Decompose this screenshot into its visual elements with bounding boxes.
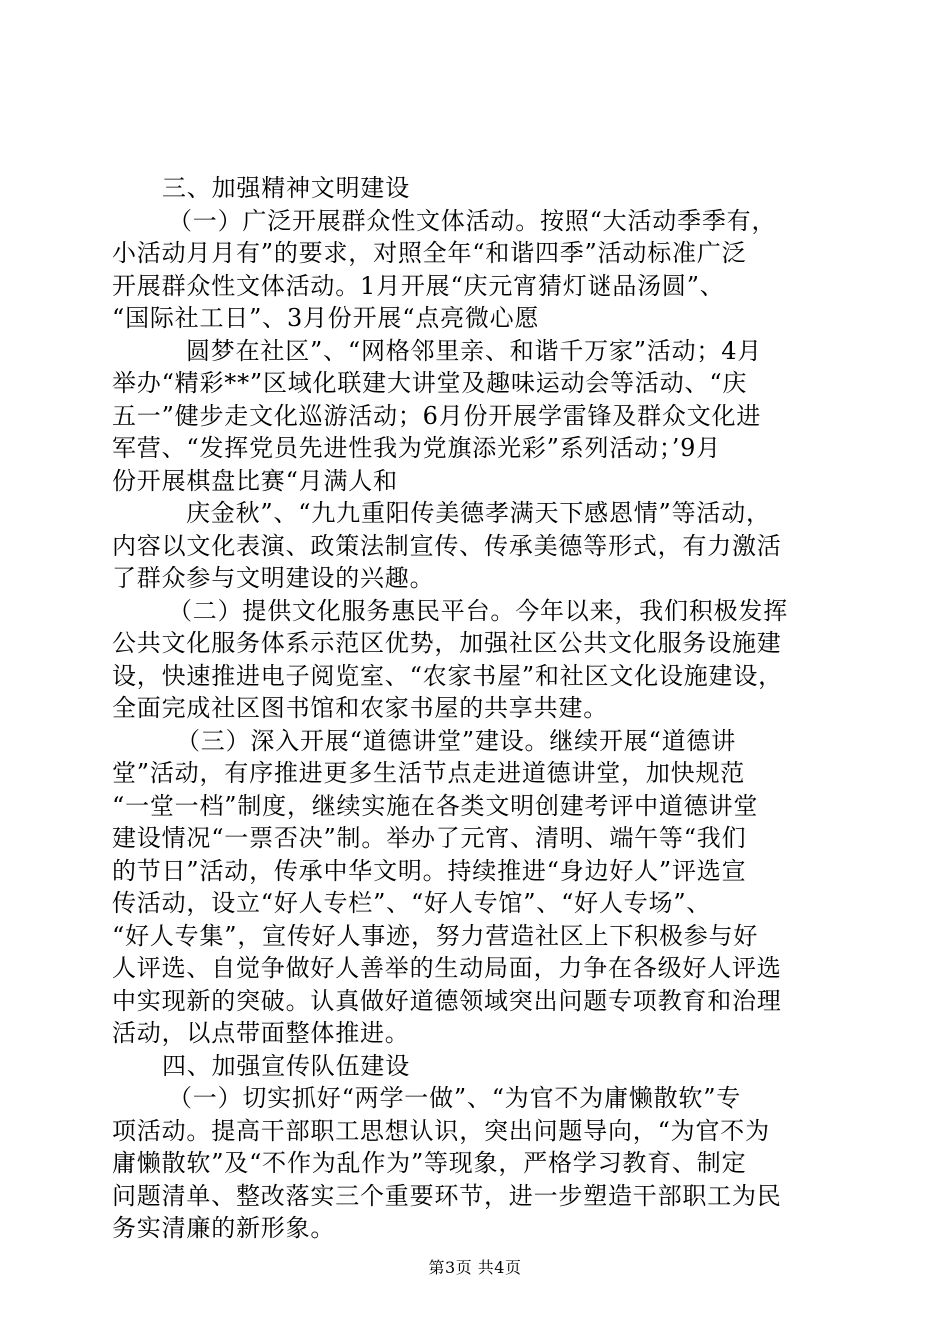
paragraph-line: （二）提供文化服务惠民平台。今年以来，我们积极发挥 bbox=[168, 596, 788, 625]
paragraph-line: 了群众参与文明建设的兴趣。 bbox=[112, 564, 435, 592]
paragraph-line: 小活动月月有”的要求，对照全年“和谐四季”活动标准广泛 bbox=[112, 239, 747, 267]
paragraph-line: 全面完成社区图书馆和农家书屋的共享共建。 bbox=[112, 694, 608, 722]
paragraph-line: 中实现新的突破。认真做好道德领域突出问题专项教育和治理 bbox=[112, 986, 782, 1015]
paragraph-line: （一）广泛开展群众性文体活动。按照“大活动季季有， bbox=[168, 206, 777, 235]
section-heading: 四、加强宣传队伍建设 bbox=[162, 1051, 410, 1080]
paragraph-line: 庆金秋”、“九九重阳传美德孝满天下感恩情”等活动， bbox=[186, 499, 771, 527]
paragraph-line: 份开展棋盘比赛“月满人和 bbox=[112, 466, 398, 495]
paragraph-line: 公共文化服务体系示范区优势，加强社区公共文化服务设施建 bbox=[112, 629, 782, 657]
paragraph-line: “好人专集”，宣传好人事迹，努力营造社区上下积极参与好 bbox=[112, 921, 759, 950]
paragraph-line: “国际社工日”、3月份开展“点亮微心愿 bbox=[112, 304, 540, 332]
paragraph-line: 人评选、自觉争做好人善举的生动局面，力争在各级好人评选 bbox=[112, 954, 782, 982]
paragraph-line: 圆梦在社区”、“网格邻里亲、和谐千万家”活动；4月 bbox=[186, 336, 763, 365]
paragraph-line: 开展群众性文体活动。1月开展“庆元宵猜灯谜品汤圆”、 bbox=[112, 271, 725, 300]
document-body bbox=[112, 172, 842, 1245]
paragraph-line: （一）切实抓好“两学一做”、“为官不为庸懒散软”专 bbox=[168, 1084, 742, 1112]
paragraph-line: 项活动。提高干部职工思想认识，突出问题导向，“为官不为 bbox=[112, 1116, 770, 1145]
paragraph-line: 活动，以点带面整体推进。 bbox=[112, 1019, 410, 1047]
section-heading: 三、加强精神文明建设 bbox=[162, 174, 410, 202]
paragraph-line: 务实清廉的新形象。 bbox=[112, 1214, 336, 1242]
paragraph-line: 军营、“发挥党员先进性我为党旗添光彩”系列活动；’9月 bbox=[112, 434, 722, 462]
paragraph-line: 问题清单、整改落实三个重要环节，进一步塑造干部职工为民 bbox=[112, 1181, 782, 1210]
paragraph-line: （三）深入开展“道德讲堂”建设。继续开展“道德讲 bbox=[176, 726, 737, 755]
paragraph-line: 堂”活动，有序推进更多生活节点走进道德讲堂，加快规范 bbox=[112, 759, 746, 787]
paragraph-line: 内容以文化表演、政策法制宣传、传承美德等形式，有力激活 bbox=[112, 531, 782, 560]
paragraph-line: 五一”健步走文化巡游活动；6月份开展学雷锋及群众文化进 bbox=[112, 401, 762, 430]
paragraph-line: 举办“精彩**”区域化联建大讲堂及趣味运动会等活动、“庆 bbox=[112, 369, 748, 397]
paragraph-line: 设，快速推进电子阅览室、“农家书屋”和社区文化设施建设， bbox=[112, 661, 783, 690]
paragraph-line: 传活动，设立“好人专栏”、“好人专馆”、“好人专场”、 bbox=[112, 889, 712, 917]
paragraph-line: 的节日”活动，传承中华文明。持续推进“身边好人”评选宣 bbox=[112, 856, 747, 885]
paragraph-line: 建设情况“一票否决”制。举办了元宵、清明、端午等“我们 bbox=[112, 824, 747, 852]
paragraph-line: 庸懒散软”及“不作为乱作为”等现象，严格学习教育、制定 bbox=[112, 1149, 747, 1177]
page-number-footer: 第3页 共4页 bbox=[428, 1258, 522, 1277]
paragraph-line: “一堂一档”制度，继续实施在各类文明创建考评中道德讲堂 bbox=[112, 791, 759, 820]
